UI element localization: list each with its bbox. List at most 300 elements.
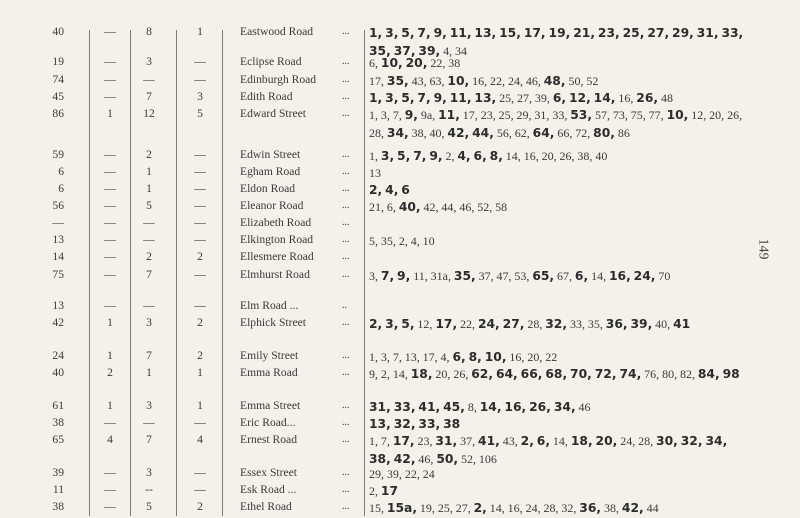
count-col-4: — — [194, 148, 206, 161]
house-number: 2, — [445, 149, 455, 163]
house-number-bold: 10, — [380, 56, 403, 70]
count-col-3: 12 — [143, 107, 155, 120]
house-number-bold: 7, — [413, 149, 427, 163]
house-number: 46 — [578, 400, 591, 414]
house-number-bold: 9, — [433, 91, 447, 105]
house-number: 9, — [369, 367, 378, 381]
total-count: 61 — [52, 399, 64, 412]
house-number-bold: 42, — [393, 451, 416, 466]
house-number: 28, — [543, 501, 559, 515]
column-rule — [364, 30, 365, 516]
house-number: 43, — [502, 434, 518, 448]
street-name: Emma Street — [240, 399, 301, 412]
street-name: Elmhurst Road — [240, 268, 310, 281]
total-count: 14 — [52, 250, 64, 263]
count-col-3: 2 — [146, 148, 152, 161]
leader-dots: ... — [342, 317, 350, 328]
total-count: 56 — [52, 199, 64, 212]
house-number: 52, — [477, 200, 493, 214]
count-col-3: 3 — [146, 55, 152, 68]
house-number-bold: 45, — [443, 400, 465, 414]
house-number-bold: 24, — [477, 317, 500, 331]
house-number: 6, — [369, 56, 378, 70]
house-number-bold: 66, — [520, 367, 543, 381]
house-numbers — [369, 55, 744, 73]
total-count: 45 — [52, 90, 64, 103]
house-number: 46, — [418, 451, 434, 466]
count-col-2: — — [104, 25, 116, 38]
count-col-3: -- — [145, 483, 153, 496]
house-numbers — [369, 349, 744, 367]
house-number-bold: 15a, — [386, 501, 417, 515]
leader-dots: ... — [342, 269, 350, 280]
count-col-3: 3 — [146, 399, 152, 412]
total-count: 11 — [52, 483, 64, 496]
house-number: 34 — [455, 43, 468, 58]
house-number: 14, — [392, 367, 408, 381]
count-col-4: — — [194, 466, 206, 479]
house-numbers — [369, 73, 744, 91]
house-number-bold: 26, — [529, 400, 551, 414]
street-name: Eldon Road — [240, 182, 296, 195]
house-number: 25, — [437, 501, 453, 515]
count-col-2: — — [104, 483, 116, 496]
leader-dots: ... — [342, 251, 350, 262]
total-count: 13 — [52, 233, 64, 246]
count-col-4: 5 — [197, 107, 203, 120]
count-col-4: — — [194, 299, 206, 312]
house-number: 4, — [410, 234, 420, 248]
house-numbers — [369, 433, 744, 468]
count-col-2: 1 — [107, 399, 113, 412]
count-col-3: — — [143, 216, 155, 229]
house-number: 70 — [658, 269, 671, 283]
house-number-bold: 11, — [438, 108, 460, 122]
house-number: 73, — [612, 108, 628, 122]
count-col-2: 4 — [107, 433, 113, 446]
house-number: 58 — [495, 200, 508, 214]
total-count: 38 — [52, 416, 64, 429]
count-col-3: 2 — [146, 250, 152, 263]
leader-dots: ... — [342, 434, 350, 445]
leader-dots: ... — [342, 166, 350, 177]
total-count: 19 — [52, 55, 64, 68]
house-number: 1, — [369, 108, 378, 122]
house-number-bold: 53, — [570, 108, 593, 122]
house-number-bold: 42, — [447, 125, 470, 140]
street-name: Edith Road — [240, 90, 293, 103]
house-number-bold: 33, — [721, 26, 744, 40]
count-col-3: 3 — [146, 316, 152, 329]
house-number-bold: 1, — [369, 91, 383, 105]
house-number: 3, — [369, 269, 378, 283]
house-number: 14, — [505, 149, 521, 163]
street-name: Elphick Street — [240, 316, 307, 329]
house-number: 9a, — [420, 108, 436, 122]
street-name: Eclipse Road — [240, 55, 302, 68]
house-number: 39, — [534, 91, 550, 105]
house-number-bold: 10, — [447, 74, 470, 88]
house-number: 16, — [523, 149, 539, 163]
house-number: 20, — [527, 350, 543, 364]
house-numbers — [369, 268, 744, 286]
house-number: 24, — [620, 434, 636, 448]
count-col-3: 7 — [146, 90, 152, 103]
house-number: 43, — [411, 74, 427, 88]
count-col-3: 3 — [146, 466, 152, 479]
house-number: 11, — [413, 269, 428, 283]
house-number-bold: 35, — [369, 43, 391, 58]
house-number: 15, — [369, 501, 384, 515]
house-number: 28, — [369, 125, 384, 140]
total-count: 40 — [52, 25, 64, 38]
house-number: 35, — [587, 317, 603, 331]
house-number: 1, — [369, 434, 378, 448]
house-number-bold: 8, — [489, 149, 503, 163]
house-number: 77, — [648, 108, 664, 122]
count-col-3: 8 — [146, 25, 152, 38]
house-number-bold: 39, — [418, 43, 441, 58]
house-number-bold: 5, — [401, 26, 415, 40]
house-number: 26, — [453, 367, 469, 381]
house-number: 33, — [569, 317, 585, 331]
house-number-bold: 2, — [369, 183, 383, 197]
house-number: 32, — [561, 501, 577, 515]
house-number: 29, — [516, 108, 532, 122]
house-number-bold: 6, — [574, 269, 589, 283]
house-number: 17, — [369, 74, 384, 88]
house-number-bold: 5, — [401, 317, 415, 331]
column-rule — [130, 30, 131, 516]
house-numbers — [369, 316, 744, 334]
house-number: 14, — [489, 501, 505, 515]
house-number-bold: 33, — [418, 417, 441, 431]
street-name: Ethel Road — [240, 500, 292, 513]
house-numbers — [369, 399, 744, 417]
count-col-3: 1 — [146, 165, 152, 178]
house-number: 24, — [525, 501, 541, 515]
total-count: 13 — [52, 299, 64, 312]
house-number-bold: 9, — [397, 269, 411, 283]
street-name: Edinburgh Road — [240, 73, 317, 86]
house-number-bold: 11, — [449, 91, 472, 105]
house-number: 28, — [638, 434, 654, 448]
house-number-bold: 9, — [429, 149, 443, 163]
house-number-bold: 7, — [380, 269, 395, 283]
house-number: 46, — [525, 74, 541, 88]
leader-dots: ... — [342, 108, 350, 119]
house-number: 40 — [595, 149, 608, 163]
house-number: 53, — [514, 269, 530, 283]
house-number-bold: 17, — [435, 317, 458, 331]
house-number-bold: 72, — [594, 367, 617, 381]
house-number-bold: 41 — [673, 317, 691, 331]
house-number: 48 — [660, 91, 673, 105]
house-number: 16, — [507, 501, 523, 515]
leader-dots: .. — [342, 300, 347, 311]
house-number-bold: 9, — [404, 108, 418, 122]
house-number: 67, — [557, 269, 573, 283]
count-col-3: — — [143, 233, 155, 246]
house-number: 24 — [422, 467, 435, 481]
house-number-bold: 10, — [484, 350, 507, 364]
street-name: Eastwood Road — [240, 25, 314, 38]
street-name: Emma Road — [240, 366, 298, 379]
house-number-bold: 7, — [417, 26, 431, 40]
house-number-bold: 38, — [369, 451, 391, 466]
house-number: 37, — [460, 434, 476, 448]
house-numbers — [369, 416, 744, 434]
house-number-bold: 7, — [417, 91, 431, 105]
total-count: 38 — [52, 500, 64, 513]
house-number-bold: 80, — [593, 125, 615, 140]
count-col-2: — — [104, 73, 116, 86]
house-number-bold: 3, — [385, 26, 399, 40]
count-col-3: — — [143, 416, 155, 429]
total-count: 40 — [52, 366, 64, 379]
total-count: 74 — [52, 73, 64, 86]
house-number-bold: 9, — [433, 26, 447, 40]
house-number: 6, — [386, 200, 396, 214]
house-numbers — [369, 466, 744, 484]
count-col-4: 1 — [197, 399, 203, 412]
house-number-bold: 12, — [568, 91, 591, 105]
house-number-bold: 23, — [597, 26, 620, 40]
house-number: 7, — [392, 350, 402, 364]
leader-dots: ... — [342, 74, 350, 85]
leader-dots: ... — [342, 367, 350, 378]
house-number-bold: 16, — [504, 400, 527, 414]
house-number: 66, — [557, 125, 573, 140]
house-number-bold: 6, — [473, 149, 487, 163]
house-number-bold: 34, — [386, 125, 409, 140]
count-col-2: — — [104, 233, 116, 246]
house-number-bold: 36, — [579, 501, 602, 515]
count-col-3: 5 — [146, 500, 152, 513]
house-number-bold: 64, — [532, 125, 555, 140]
house-number: 21, — [369, 200, 384, 214]
house-number: 13, — [404, 350, 420, 364]
leader-dots: ... — [342, 217, 350, 228]
house-number-bold: 35, — [453, 269, 476, 283]
total-count: 59 — [52, 148, 64, 161]
house-number: 47, — [496, 269, 512, 283]
house-number: 40, — [429, 125, 445, 140]
leader-dots: ... — [342, 183, 350, 194]
street-name: Eleanor Road — [240, 199, 304, 212]
house-number: 22, — [430, 56, 446, 70]
house-number-bold: 70, — [570, 367, 592, 381]
leader-dots: ... — [342, 501, 350, 512]
total-count: 6 — [58, 165, 64, 178]
count-col-2: 2 — [107, 366, 113, 379]
total-count: 86 — [52, 107, 64, 120]
house-number-bold: 4, — [385, 183, 399, 197]
house-number-bold: 13, — [474, 91, 497, 105]
count-col-4: — — [194, 216, 206, 229]
house-number: 106 — [478, 451, 497, 466]
total-count: 24 — [52, 349, 64, 362]
house-number-bold: 11, — [449, 26, 472, 40]
house-number: 62, — [514, 125, 530, 140]
house-number: 25, — [498, 108, 514, 122]
house-number: 20, — [541, 149, 557, 163]
leader-dots: ... — [342, 200, 350, 211]
column-rule — [222, 30, 223, 516]
house-number-bold: 34, — [705, 434, 728, 448]
count-col-3: 7 — [146, 433, 152, 446]
house-number-bold: 36, — [605, 317, 628, 331]
house-number: 29, — [369, 467, 384, 481]
house-number-bold: 6 — [401, 183, 410, 197]
house-number: 2, — [398, 234, 408, 248]
count-col-4: 2 — [197, 316, 203, 329]
house-number-bold: 6, — [536, 434, 551, 448]
count-col-2: 1 — [107, 107, 113, 120]
total-count: 42 — [52, 316, 64, 329]
house-number: 3, — [380, 350, 390, 364]
house-number-bold: 33, — [393, 400, 416, 414]
house-number-bold: 40, — [398, 200, 421, 214]
house-numbers — [369, 366, 744, 384]
street-name: Emily Street — [240, 349, 299, 362]
house-number-bold: 3, — [380, 149, 395, 163]
street-name: Egham Road — [240, 165, 301, 178]
house-numbers — [369, 165, 744, 183]
count-col-2: — — [104, 199, 116, 212]
house-number-bold: 44, — [472, 125, 494, 140]
leader-dots: ... — [342, 56, 350, 67]
house-number-bold: 15, — [499, 26, 521, 40]
house-number-bold: 17 — [380, 484, 399, 498]
house-number: 75, — [630, 108, 646, 122]
house-number: 22 — [545, 350, 558, 364]
house-number-bold: 30, — [656, 434, 678, 448]
house-numbers — [369, 500, 744, 518]
house-number-bold: 5, — [401, 91, 415, 105]
house-number-bold: 8, — [468, 350, 482, 364]
house-number: 19, — [419, 501, 435, 515]
street-name: Elm Road ... — [240, 299, 299, 312]
house-number-bold: 98 — [722, 367, 740, 381]
house-number: 23, — [417, 434, 433, 448]
house-number: 1, — [369, 350, 378, 364]
house-number-bold: 6, — [452, 350, 466, 364]
house-number-bold: 20, — [595, 434, 618, 448]
house-number: 7, — [380, 434, 390, 448]
count-col-4: 1 — [197, 25, 203, 38]
house-number: 26, — [727, 108, 743, 122]
house-number-bold: 13, — [474, 26, 497, 40]
leader-dots: ... — [342, 234, 350, 245]
house-number: 22, — [460, 317, 476, 331]
house-numbers — [369, 90, 744, 108]
house-number: 39, — [386, 467, 402, 481]
house-number-bold: 24, — [633, 269, 656, 283]
count-col-4: 2 — [197, 250, 203, 263]
house-number: 10 — [422, 234, 435, 248]
house-number-bold: 32, — [393, 417, 416, 431]
house-number-bold: 4, — [457, 149, 471, 163]
house-number: 22, — [404, 467, 420, 481]
count-col-2: — — [104, 148, 116, 161]
house-number: 38, — [577, 149, 593, 163]
house-number-bold: 14, — [479, 400, 502, 414]
house-number: 23, — [480, 108, 496, 122]
count-col-4: — — [194, 233, 206, 246]
house-number-bold: 17, — [392, 434, 415, 448]
house-number: 52, — [461, 451, 477, 466]
count-col-4: — — [194, 416, 206, 429]
house-number: 14, — [591, 269, 607, 283]
house-number: 40, — [655, 317, 671, 331]
house-number: 38, — [604, 501, 619, 515]
house-number-bold: 10, — [666, 108, 689, 122]
count-col-3: 7 — [146, 349, 152, 362]
house-number-bold: 34, — [553, 400, 576, 414]
house-number: 3, — [380, 108, 390, 122]
count-col-4: — — [194, 483, 206, 496]
house-number-bold: 6, — [552, 91, 567, 105]
count-col-4: 2 — [197, 500, 203, 513]
total-count: 65 — [52, 433, 64, 446]
total-count: 75 — [52, 268, 64, 281]
house-number: 44, — [441, 200, 457, 214]
house-number: 4, — [440, 350, 450, 364]
house-number: 38 — [448, 56, 461, 70]
house-number: 57, — [594, 108, 610, 122]
house-number-bold: 29, — [672, 26, 694, 40]
house-number: 22, — [490, 74, 506, 88]
street-name: Essex Street — [240, 466, 297, 479]
house-number-bold: 84, — [697, 367, 720, 381]
house-number-bold: 17, — [523, 26, 546, 40]
house-number: 33, — [552, 108, 568, 122]
house-number: 76, — [644, 367, 660, 381]
house-number-bold: 31, — [435, 434, 458, 448]
house-number-bold: 2, — [473, 501, 487, 515]
house-numbers — [369, 107, 744, 142]
house-number: 35, — [380, 234, 396, 248]
count-col-2: — — [104, 466, 116, 479]
house-number-bold: 20, — [405, 56, 428, 70]
house-number-bold: 16, — [608, 269, 631, 283]
count-col-2: — — [104, 216, 116, 229]
house-number: 20, — [435, 367, 451, 381]
house-number: 12, — [417, 317, 433, 331]
count-col-2: — — [104, 165, 116, 178]
house-number-bold: 27, — [647, 26, 670, 40]
house-number: 13 — [369, 166, 381, 180]
house-number-bold: 31, — [696, 26, 719, 40]
street-name: Elizabeth Road — [240, 216, 312, 229]
house-number-bold: 2, — [369, 317, 383, 331]
leader-dots: ... — [342, 400, 350, 411]
leader-dots: ... — [342, 91, 350, 102]
house-number: 16, — [509, 350, 525, 364]
house-number-bold: 31, — [369, 400, 391, 414]
street-name: Eric Road... — [240, 416, 296, 429]
street-name: Edwin Street — [240, 148, 301, 161]
count-col-3: 7 — [146, 268, 152, 281]
house-number-bold: 42, — [621, 501, 644, 515]
house-number: 63, — [429, 74, 445, 88]
house-number-bold: 68, — [545, 367, 568, 381]
count-col-2: — — [104, 299, 116, 312]
column-rule — [89, 30, 90, 516]
house-number: 42, — [423, 200, 439, 214]
house-number-bold: 5, — [397, 149, 411, 163]
